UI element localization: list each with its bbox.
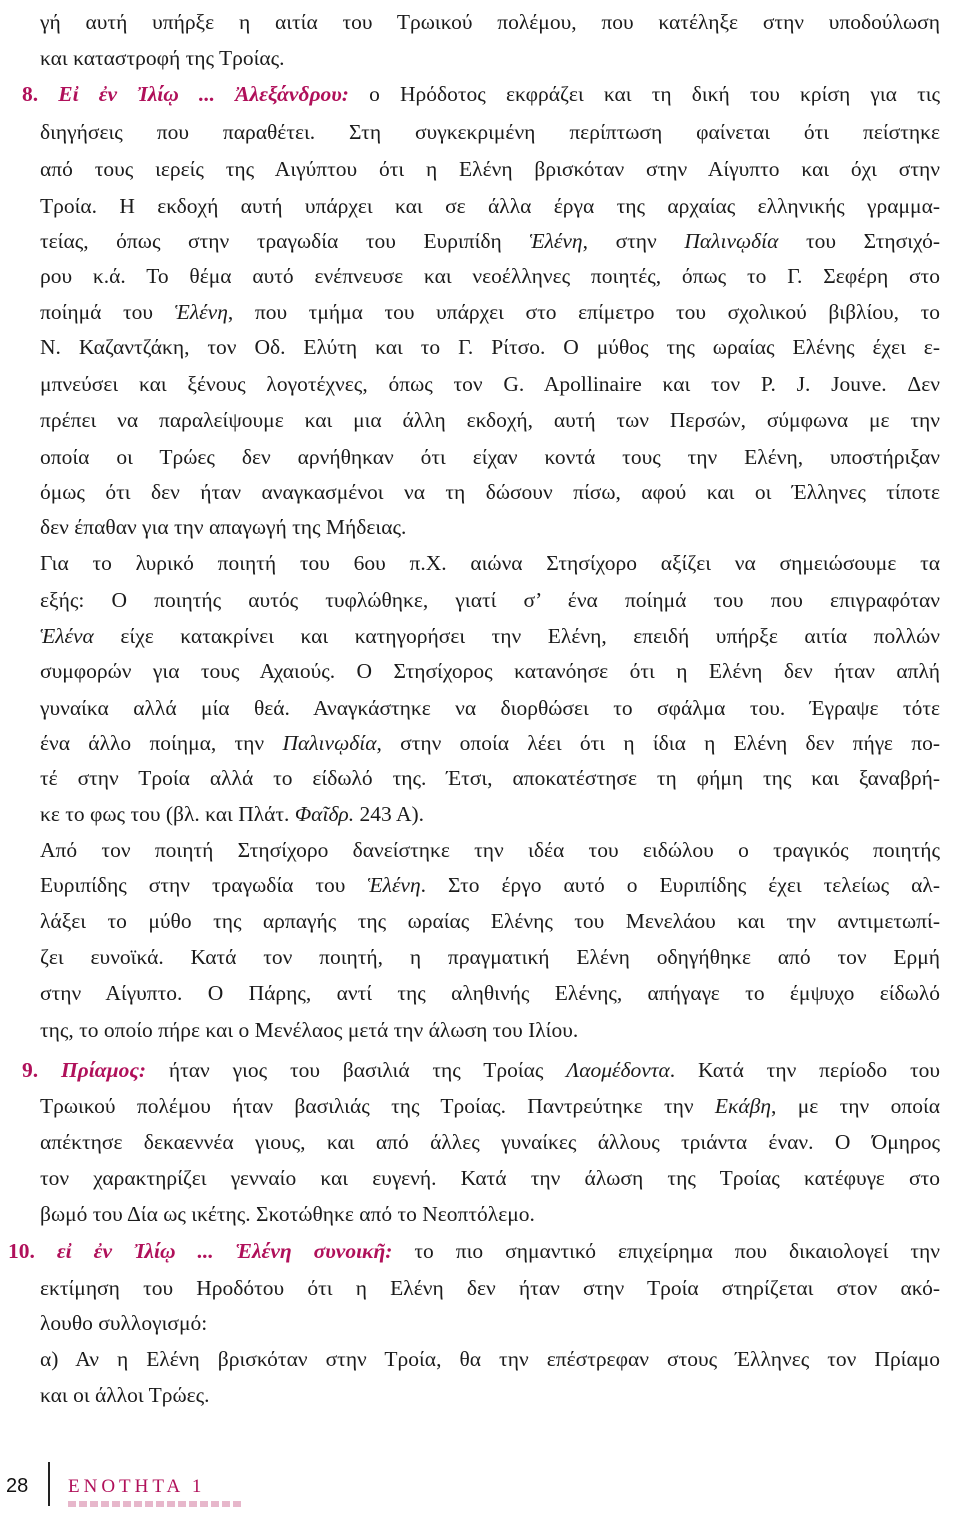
note-8-heading-line [22, 76, 940, 112]
text-line: λάξει το μύθο της αρπαγής της ωραίας Ελένης του Μενελάου και την αντιμετωπί- [40, 909, 940, 933]
note-number: 9. [22, 1058, 39, 1082]
note-term: εἰ ἐν Ἰλίῳ ... Ἑλένη συνοικῆ: [56, 1239, 393, 1263]
text-line [40, 796, 940, 832]
text-line: απέκτησε δεκαεννέα γιους, και από άλλες γυναίκες άλλους τριάντα έναν. Ο Όμηρος [40, 1130, 940, 1154]
text-line: λουθο συλλογισμό: [40, 1311, 208, 1335]
text-span: το πιο σημαντικό επιχείρημα που δικαιολογεί την [392, 1239, 941, 1263]
text-line [40, 867, 940, 903]
text-line: τέ στην Τροία αλλά το είδωλό της. Έτσι, αποκατέστησε τη φήμη της και ξαναβρή- [40, 766, 940, 790]
note-term: Πρίαμος: [60, 1058, 147, 1082]
text-span: Τρωικού πολέμου ήταν βασιλιάς της Τροίας. Παντρεύτηκε την [40, 1094, 715, 1118]
text-line: οποία οι Τρώες δεν αρνήθηκαν ότι είχαν κοντά τους την Ελένη, υποστήριξαν [40, 445, 940, 469]
text-span: ήταν γιος του βασιλιά της Τροίας [146, 1058, 567, 1082]
text-line: εξής: Ο ποιητής αυτός τυφλώθηκε, γιατί σ’ ένα ποίημά του που επιγραφόταν [40, 588, 940, 612]
text-line [40, 223, 940, 259]
section-decoration [68, 1501, 244, 1507]
text-line: Από τον ποιητή Στησίχορο δανείστηκε την ιδέα του ειδώλου ο τραγικός ποιητής [40, 838, 940, 862]
text-line: από τους ιερείς της Αιγύπτου ότι η Ελένη βρισκόταν στην Αίγυπτο και όχι στην [40, 157, 940, 181]
name-italic: Λαομέδοντα [566, 1058, 670, 1082]
text-line: εκτίμηση του Ηροδότου ότι η Ελένη δεν ήταν στην Τροία στηρίζεται στον ακό- [40, 1276, 940, 1300]
work-title: Παλινῳδία [282, 731, 377, 755]
name-italic: Εκάβη [714, 1094, 772, 1118]
note-number: 8. [22, 82, 39, 106]
text-line: μπνεύσει και ξένους λογοτέχνες, όπως τον G. Apollinaire και τον P. J. Jouve. Δεν [40, 372, 940, 396]
text-line: δεν έπαθαν για την απαγωγή της Μήδειας. [40, 515, 407, 539]
work-title: Ἑλένη [529, 229, 583, 253]
text-span: κε το φως του (βλ. και Πλάτ. [40, 802, 295, 826]
text-span: . Κατά την περίοδο του [669, 1058, 940, 1082]
text-line [40, 725, 940, 761]
text-line [40, 618, 940, 654]
footer-divider [48, 1462, 50, 1506]
work-title: Φαῖδρ. [294, 802, 355, 826]
text-span: 243 Α). [354, 802, 425, 826]
text-span: του Στησιχό- [778, 229, 940, 253]
text-span: , που τμήμα του υπάρχει στο επίμετρο του σχολικού βιβλίου, το [227, 300, 940, 324]
text-span: ποίημά του [40, 300, 175, 324]
text-span: . Στο έργο αυτό ο Ευριπίδης έχει τελείως αλ- [420, 873, 940, 897]
note-term: Εἰ ἐν Ἰλίῳ ... Ἀλεξάνδρου: [58, 82, 349, 106]
page-number: 28 [6, 1475, 29, 1497]
text-line: της, το οποίο πήρε και ο Μενέλαος μετά την άλωση του Ιλίου. [40, 1018, 579, 1042]
text-line [40, 294, 940, 330]
text-line: και καταστροφή της Τροίας. [40, 46, 285, 70]
text-line: ζει ευνοϊκά. Κατά τον ποιητή, η πραγματική Ελένη οδηγήθηκε από τον Ερμή [40, 945, 940, 969]
text-line: α) Αν η Ελένη βρισκόταν στην Τροία, θα την επέστρεφαν στους Έλληνες τον Πρίαμο [40, 1347, 940, 1371]
text-span: τείας, όπως στην τραγωδία του Ευριπίδη [40, 229, 530, 253]
work-title: Ἑλένα [40, 624, 94, 648]
note-9-heading-line [22, 1052, 940, 1088]
work-title: Παλινῳδία [684, 229, 779, 253]
work-title: Ἑλένη [367, 873, 421, 897]
text-line: Τροία. Η εκδοχή αυτή υπάρχει και σε άλλα έργα της αρχαίας ελληνικής γραμμα- [40, 194, 940, 218]
text-line: Για το λυρικό ποιητή του 6ου π.Χ. αιώνα Στησίχορο αξίζει να σημειώσουμε τα [40, 551, 940, 575]
text-span: είχε κατακρίνει και κατηγορήσει την Ελένη, επειδή υπήρξε αιτία πολλών [93, 624, 940, 648]
text-span: Ευριπίδης στην τραγωδία του [40, 873, 368, 897]
text-line: διηγήσεις που παραθέτει. Στη συγκεκριμένη περίπτωση φαίνεται ότι πείστηκε [40, 120, 940, 144]
text-line: βωμό του Δία ως ικέτης. Σκοτώθηκε από το Νεοπτόλεμο. [40, 1202, 535, 1226]
text-line: και οι άλλοι Τρώες. [40, 1383, 210, 1407]
text-line: γυναίκα αλλά μία θεά. Αναγκάστηκε να διορθώσει το σφάλμα του. Έγραψε τότε [40, 696, 940, 720]
text-line: Ν. Καζαντζάκη, τον Οδ. Ελύτη και το Γ. Ρίτσο. Ο μύθος της ωραίας Ελένης έχει ε- [40, 335, 940, 359]
text-span: , στην [582, 229, 685, 253]
note-10-heading-line [8, 1233, 940, 1269]
text-span: ο Ηρόδοτος εκφράζει και τη δική του κρίση για τις [348, 82, 941, 106]
text-span: , στην οποία λέει ότι η ίδια η Ελένη δεν πήγε πο- [376, 731, 940, 755]
text-line [40, 1088, 940, 1124]
text-line: όμως ότι δεν ήταν αναγκασμένοι να τη δώσουν πίσω, αφού και οι Έλληνες τίποτε [40, 480, 940, 504]
text-line: γή αυτή υπήρξε η αιτία του Τρωικού πολέμου, που κατέληξε στην υποδούλωση [40, 10, 940, 34]
text-line: τον χαρακτηρίζει γενναίο και ευγενή. Κατά την άλωση της Τροίας κατέφυγε στο [40, 1166, 940, 1190]
text-span: , με την οποία [771, 1094, 940, 1118]
text-line: συμφορών για τους Αχαιούς. Ο Στησίχορος κατανόησε ότι η Ελένη δεν ήταν απλή [40, 659, 940, 683]
text-line: ρου κ.ά. Το θέμα αυτό ενέπνευσε και νεοέλληνες ποιητές, όπως το Γ. Σεφέρη στο [40, 264, 940, 288]
text-span: ένα άλλο ποίημα, την [40, 731, 283, 755]
work-title: Ἑλένη [174, 300, 228, 324]
text-line: πρέπει να παραλείψουμε και μια άλλη εκδοχή, αυτή των Περσών, σύμφωνα με την [40, 408, 940, 432]
text-line: στην Αίγυπτο. Ο Πάρης, αντί της αληθινής Ελένης, απήγαγε το έμψυχο είδωλό [40, 981, 940, 1005]
section-label: ΕΝΟΤΗΤΑ 1 [68, 1476, 206, 1497]
note-number: 10. [8, 1239, 35, 1263]
